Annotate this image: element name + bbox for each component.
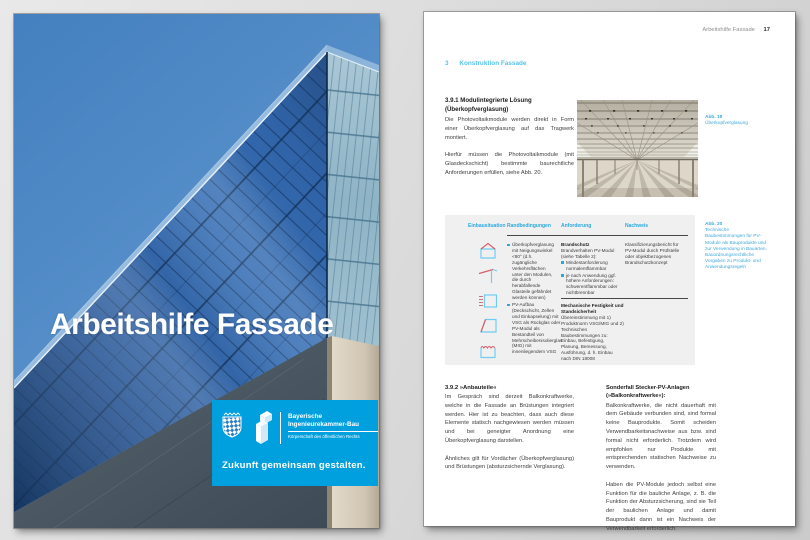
body-paragraph: Die Photovoltaikmodule werden direkt in Form einer Überkopfverglasung auf das Tragwerk montiert. bbox=[445, 117, 574, 141]
section-392-heading: 3.9.2 »Anbauteile« bbox=[445, 385, 497, 391]
bullet-square-icon bbox=[561, 261, 564, 264]
bullet-square-icon bbox=[507, 244, 510, 247]
figure-19-caption: Abb. 19 Überkopfverglasung bbox=[705, 115, 748, 127]
pitched-roof-icon bbox=[478, 242, 498, 259]
cover-page bbox=[14, 14, 379, 528]
divider bbox=[280, 412, 281, 444]
bullet-square-icon bbox=[507, 304, 510, 307]
chapter-number: 3 bbox=[445, 60, 449, 67]
canopy-icon bbox=[478, 267, 498, 284]
table-column-nachweis: Klassifizierungsbericht für PV-Modul durch Prüfstelle oder objektbezogenes Brandschutzkonzept bbox=[625, 242, 680, 265]
bullet-item: je nach Anwendung ggf. höhere Anforderungen: schwerentflammbar oder nichtbrennbar bbox=[561, 273, 624, 297]
running-header bbox=[702, 27, 770, 33]
chapter-title: Konstruktion Fassade bbox=[459, 60, 527, 67]
logo-row bbox=[220, 408, 370, 446]
content-page bbox=[424, 12, 795, 532]
table-section-rule bbox=[561, 298, 688, 299]
wall-mounted-icon bbox=[478, 292, 498, 309]
page-number: 17 bbox=[763, 27, 770, 33]
org-name-line2: Ingenieurekammer-Bau bbox=[288, 420, 360, 428]
body-paragraph: Ähnliches gilt für Vordächer (Überkopfverglasung) und Brüstungen (absturzsichernde Verglasung). bbox=[445, 455, 574, 471]
divider bbox=[288, 431, 378, 432]
body-paragraph: Haben die PV-Module jedoch selbst eine Funktion für die bauliche Anlage, z. B. die Funktion der Absturzsicherung, sind sie Teil der baulichen Anlage und damit Bauprodukt dann ist ein Nachweis der Verwendbarkeit erforderlich. bbox=[606, 481, 716, 532]
table-column-randbedingungen bbox=[507, 242, 563, 356]
bullet-item: Überkopfverglasung mit Neigungswinkel <80° (d.h. zugängliche Verkehrsflächen unter den Modulen, die durch herabfallende Glasteile gefährdet werden können) bbox=[507, 242, 556, 301]
tagline: Zukunft gemeinsam gestalten. bbox=[222, 460, 366, 471]
curved-roof-icon bbox=[478, 342, 498, 359]
chamber-logo-icon bbox=[250, 408, 276, 446]
section-392 bbox=[445, 385, 574, 472]
bavarian-coat-of-arms-icon bbox=[222, 412, 242, 438]
slanted-glazing-icon bbox=[478, 317, 498, 334]
org-subtitle: Körperschaft des öffentlichen Rechts bbox=[288, 434, 360, 440]
table-header-anforderung: Anforderung bbox=[561, 223, 592, 229]
table-header-nachweis: Nachweis bbox=[625, 223, 649, 229]
section-391-heading: 3.9.1 Modulintegrierte Lösung (Überkopfverglasung) bbox=[445, 97, 532, 113]
requirements-table bbox=[445, 215, 695, 365]
org-name-line1: Bayerische bbox=[288, 413, 323, 420]
running-header-title: Arbeitshilfe Fassade bbox=[702, 27, 755, 33]
section-sonderfall bbox=[606, 385, 716, 534]
logo-box bbox=[212, 400, 378, 486]
body-paragraph: Hierfür müssen die Photovoltaikmodule (mit Glasdeckschicht) bestimmte baurechtliche Anforderungen erfüllen, siehe Abb. 20. bbox=[445, 152, 574, 176]
figure-19-photo bbox=[577, 100, 698, 197]
chapter-heading bbox=[445, 60, 526, 67]
table-header-einbausituation: Einbausituation bbox=[468, 223, 506, 229]
table-header-rule bbox=[507, 235, 688, 236]
table-column-einbausituation bbox=[469, 242, 507, 359]
body-paragraph: Im Gespräch sind derzeit Balkonkraftwerke, welche in die Fassade an Brüstungen integriert werden. Hier ist zu beachten, dass auch diese Elemente statisch nachgewiesen werden müssen und bei geneigter Anordnung eine Überkopfverglasung darstellen. bbox=[445, 394, 574, 444]
table-column-anforderung-brandschutz: Brandschutz Brandverhalten PV-Modul (siehe Tabelle 2): Mindestanforderung normalentflammbar je nach Anwendung ggf. höhere Anforderungen: schwerentflammbar oder nichtbrennbar bbox=[561, 242, 624, 297]
body-paragraph: Balkonkraftwerke, die nicht dauerhaft mit dem Gebäude verbunden sind, sind formal keine Bauprodukte. Somit scheiden Verwendbarkeitsnachweise aus bzw. sind formal nicht erforderlich. Trotzdem wird empfohlen nur Produkte mit entsprechenden statischen Nachweise zu verwenden. bbox=[606, 402, 716, 471]
bullet-square-icon bbox=[561, 274, 564, 277]
cover-title: Arbeitshilfe Fassade bbox=[50, 308, 334, 341]
figure-20-caption: Abb. 20 Technische Baubestimmungen für PV-Module als Bauprodukte und zur Verwendung in Bauarten, Bauordnungsrechtliche Vorgaben zu Produkt- und Anwendungsregeln bbox=[705, 222, 767, 271]
bullet-item: Mindestanforderung normalentflammbar bbox=[561, 260, 624, 272]
bullet-item: PV-Aufbau (Deckschicht, Zellen und Einkapselung) mit VSG als Rückglas oder PV-Modul als Bestandteil von Mehrscheibenisolierglas (MIG) mit innenliegendem VSG bbox=[507, 302, 556, 355]
sonderfall-heading: Sonderfall Stecker-PV-Anlagen (»Balkonkraftwerke«): bbox=[606, 385, 690, 399]
table-column-anforderung-festigkeit: Mechanische Festigkeit und Standsicherheit Übereinstimmung mit 1) Produktnorm VSG/MIG und 2) Technischen Baubestimmungen zu: Einbau, Befestigung, Planung, Bemessung, Ausführung, d. h. Einbau nach DIN 18008 bbox=[561, 303, 624, 362]
table-header-randbedingungen: Randbedingungen bbox=[507, 223, 551, 229]
